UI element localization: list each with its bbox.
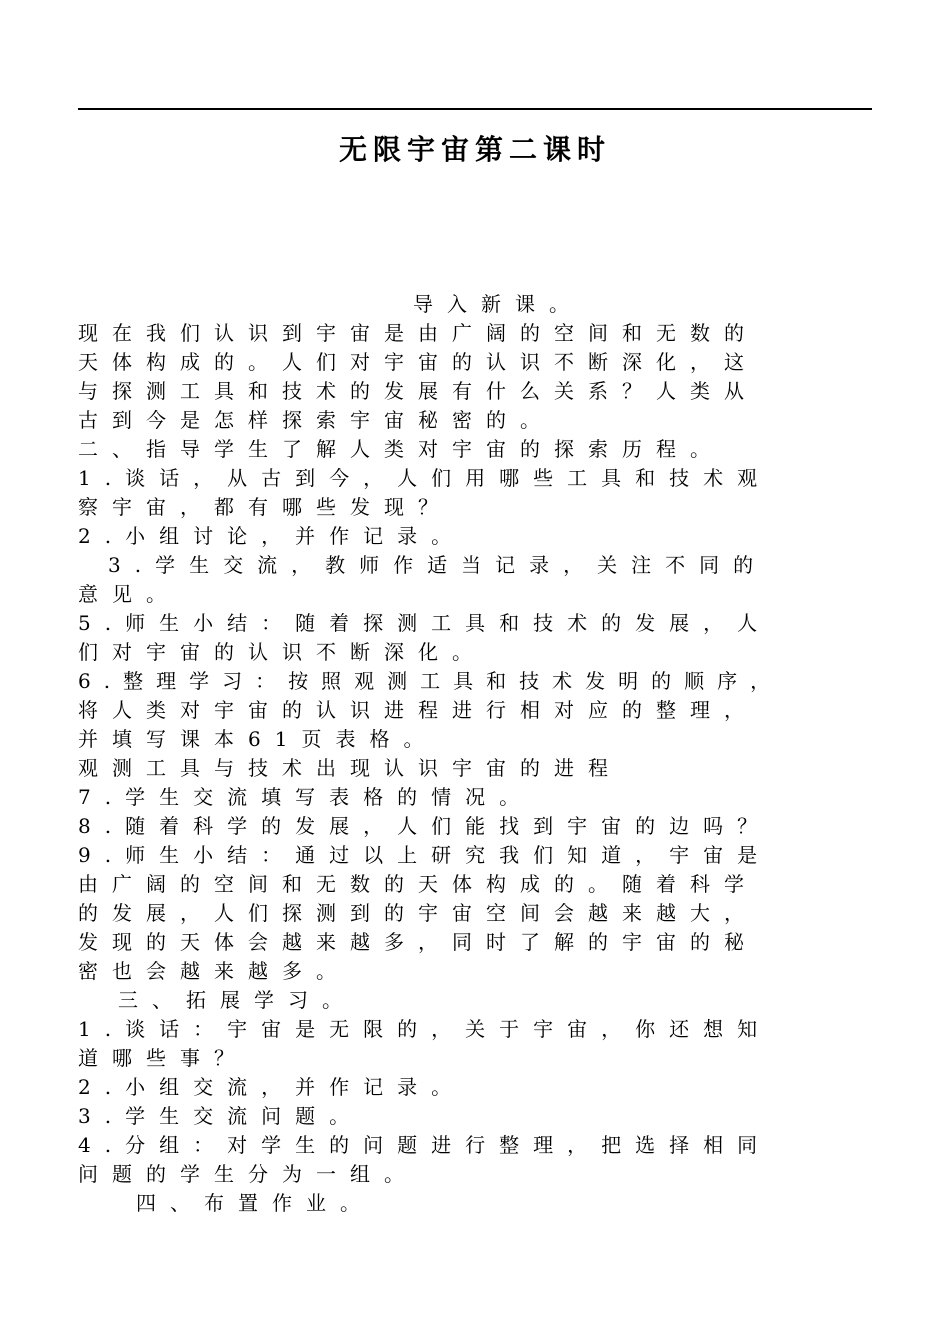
- text-line: 并填写课本61页表格。: [78, 727, 438, 751]
- text-line: 与探测工具和技术的发展有什么关系？人类从: [78, 379, 758, 403]
- text-line: 天体构成的。人们对宇宙的认识不断深化，这: [78, 350, 758, 374]
- document-body: [78, 290, 878, 1218]
- section-heading-intro: 导入新课。: [413, 292, 583, 316]
- list-item: 9.师生小结：通过以上研究我们知道，宇宙是: [78, 843, 772, 867]
- text-line: 密也会越来越多。: [78, 959, 350, 983]
- text-line: 发现的天体会越来越多，同时了解的宇宙的秘: [78, 930, 758, 954]
- page-title: 无限宇宙第二课时: [338, 133, 611, 166]
- list-item: 7.学生交流填写表格的情况。: [78, 785, 534, 809]
- list-item: 5.师生小结：随着探测工具和技术的发展，人: [78, 611, 772, 635]
- text-line: 由广阔的空间和无数的天体构成的。随着科学: [78, 872, 758, 896]
- list-item: 6.整理学习：按照观测工具和技术发明的顺序，: [78, 669, 784, 693]
- list-item: 3.学生交流，教师作适当记录，关注不同的: [108, 553, 768, 577]
- text-line: 道哪些事？: [78, 1046, 248, 1070]
- text-line: 现在我们认识到宇宙是由广阔的空间和无数的: [78, 321, 758, 345]
- list-item: 3.学生交流问题。: [78, 1104, 364, 1128]
- text-line: 古到今是怎样探索宇宙秘密的。: [78, 408, 554, 432]
- list-item: 2.小组讨论，并作记录。: [78, 524, 466, 548]
- text-line: 的发展，人们探测到的宇宙空间会越来越大，: [78, 901, 758, 925]
- text-line: 将人类对宇宙的认识进程进行相对应的整理，: [78, 698, 758, 722]
- section-heading-3: 三、拓展学习。: [118, 988, 356, 1012]
- section-heading-2: 二、指导学生了解人类对宇宙的探索历程。: [78, 437, 724, 461]
- list-item: 1.谈话，从古到今，人们用哪些工具和技术观: [78, 466, 772, 490]
- header-rule: [78, 108, 872, 110]
- list-item: 8.随着科学的发展，人们能找到宇宙的边吗？: [78, 814, 772, 838]
- table-caption: 观测工具与技术出现认识宇宙的进程: [78, 756, 622, 780]
- text-line: 意见。: [78, 582, 180, 606]
- text-line: 们对宇宙的认识不断深化。: [78, 640, 486, 664]
- text-line: 问题的学生分为一组。: [78, 1162, 418, 1186]
- list-item: 1.谈话：宇宙是无限的，关于宇宙，你还想知: [78, 1017, 772, 1041]
- list-item: 4.分组：对学生的问题进行整理，把选择相同: [78, 1133, 772, 1157]
- list-item: 2.小组交流，并作记录。: [78, 1075, 466, 1099]
- section-heading-4: 四、布置作业。: [136, 1191, 374, 1215]
- text-line: 察宇宙，都有哪些发现？: [78, 495, 452, 519]
